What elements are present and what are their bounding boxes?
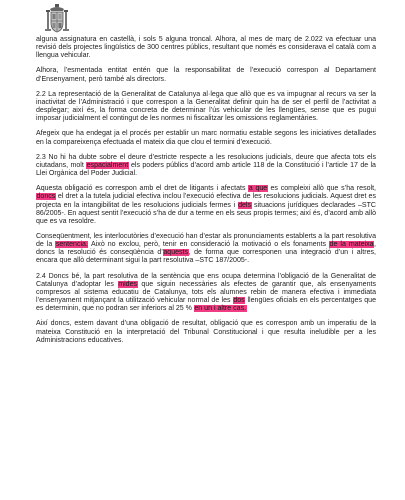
paragraph-9 (36, 320, 376, 344)
text-run: els poders públics d’acord amb article 118 de la Constitució i l’article 17 de la Llei Orgànica del Poder Judicial. (36, 161, 376, 178)
highlighted-text: espacialment (86, 161, 129, 169)
text-run: alguna assignatura en castellà, i sols 5 alguna troncal. Alhora, al mes de març de 2.022 va efectuar una revisió dels projectes lingüístics de 300 centres públics, resultant que només es considerava el català com a llengua vehicular. (36, 36, 376, 60)
text-run: el dret a la tutela judicial efectiva inclou l’execució efectiva de les resolucions judicials. Aquest dret es projecta en la intangibilitat de les resolucions judicials fermes i (36, 193, 376, 209)
text-run: que siguin necessàries als efectes de garantir que, als ensenyaments compresos al sistema educatiu de Catalunya, tots els alumnes rebin de manera efectiva i immediata l’ensenyament mitjançant la utilització vehicular normal de les (36, 280, 376, 305)
text-run: llengües oficials en els percentatges que es determinin, que no podran ser inferiors al 25 % (36, 297, 376, 313)
highlighted-text: de la mateixa (329, 241, 374, 249)
text-run: , de forma que corresponen una integració d’un i altres, encara que allò determinant sigui la part resolutiva –STC 187/2005-. (36, 249, 376, 265)
document-body (36, 36, 376, 352)
text-run: Alhora, l’esmentada entitat entén que la responsabilitat de l’execució correspon al Departament d’Ensenyament, però també als directors. (36, 67, 376, 83)
text-run: Això no exclou, però, tenir en consideració la motivació o els fonaments (88, 241, 330, 249)
highlighted-text: a que (248, 185, 268, 193)
paragraph-1 (36, 36, 376, 60)
text-run: , doncs la resolució és conseqüència d’ (36, 241, 376, 257)
text-run: Afegeix que ha endegat ja el procés per establir un marc normatiu estable segons les iniciatives detallades en la compareixença efectuada el mateix dia que clou el termini d’execució. (36, 130, 376, 146)
text-run: 2.2 La representació de la Generalitat de Catalunya al·lega que allò que es va impugnar al recurs va ser la inactivitat de l’Administració i que correspon a la Generalitat definir quin ha de ser el perfil de l’activitat a desplegar; així és, la forma concreta de determinar l’ús vehicular de les llengües, sense que es pugui imposar judicialment el contingut de les normes ni fiscalitzar les omissions reglamentàries. (36, 90, 376, 123)
paragraph-2 (36, 67, 376, 83)
text-run: es compleixi allò que s’ha resolt, (267, 185, 376, 193)
coat-of-arms-icon (44, 4, 70, 34)
text-run: 2.4 Doncs bé, la part resolutiva de la sentència que ens ocupa determina l’obligació de la Generalitat de Catalunya d’adoptar les (36, 272, 376, 288)
text-run: Conseqüentment, les interlocutòries d’execució han d’estar als pronunciaments establerts a la part resolutiva de la (36, 232, 376, 249)
paragraph-5 (36, 154, 376, 178)
highlighted-text: dos (233, 297, 245, 305)
paragraph-3 (36, 91, 376, 124)
text-run: Així doncs, estem davant d’una obligació de resultat, obligació que es correspon amb un imperatiu de la mateixa Constitució en la interpretació del Tribunal Constitucional i que resulta ineludible per a les Administracions educatives. (36, 320, 376, 344)
highlighted-text: sentencia. (55, 241, 88, 249)
paragraph-6 (36, 185, 376, 226)
highlighted-text: en un i altre cas. (194, 305, 247, 313)
highlighted-text: dels (238, 201, 251, 209)
text-run: situacions jurídiques declarades –STC 86/2005-. En aquest sentit l’execució s’ha de dur a terme en els seus propis termes; així és, d’acord amb allò que es va resoldre. (36, 201, 376, 225)
highlighted-text: doncs (36, 193, 56, 201)
paragraph-4 (36, 130, 376, 146)
paragraph-8 (36, 273, 376, 314)
text-run: Aquesta obligació es correspon amb el dret de litigants i afectats (36, 185, 249, 193)
highlighted-text: aquests (163, 249, 189, 257)
paragraph-7 (36, 233, 376, 266)
text-run: 2.3 No hi ha dubte sobre el deure d’estricte respecte a les resolucions judicials, deure que afecta tots els ciutadans, molt (36, 153, 376, 169)
highlighted-text: mides (118, 280, 138, 288)
